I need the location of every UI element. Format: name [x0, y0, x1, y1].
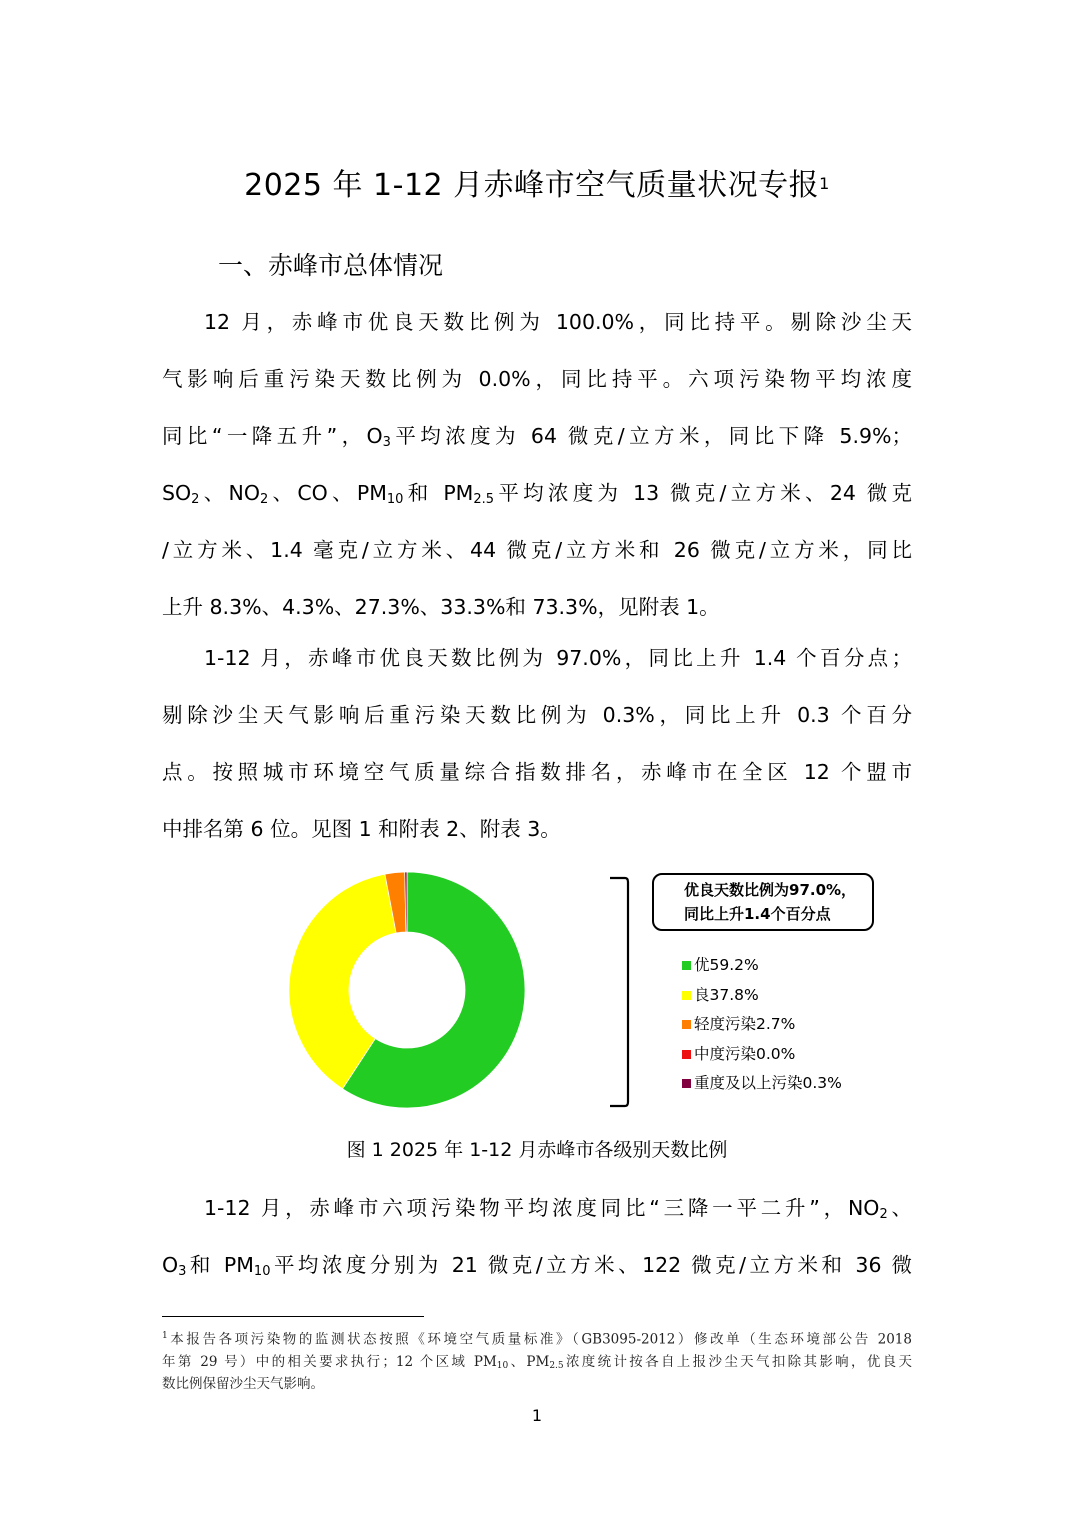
legend-swatch: [682, 961, 691, 970]
figure-caption: 图 1 2025 年 1-12 月赤峰市各级别天数比例: [346, 1139, 728, 1161]
legend-item-moderate: 中度污染0.0%: [682, 1040, 842, 1070]
footnote-reference: 1: [819, 174, 830, 193]
legend-item-light: 轻度污染2.7%: [682, 1010, 842, 1040]
paragraph-december: [162, 294, 912, 636]
bracket: [610, 878, 628, 1106]
legend-swatch: [682, 1020, 691, 1029]
footnote-line: $^1$本报告各项污染物的监测状态按照《环境空气质量标准》（GB3095-2012）修改单（生态环境部公告 2018: [162, 1331, 912, 1348]
legend-item-excellent: 优59.2%: [682, 951, 842, 981]
text-line: $SO_2$、$NO_2$、CO、$PM_{10}$和 $PM_{2.5}$平均浓度为 13 微克/立方米、24 微克: [162, 481, 912, 507]
text-line: $O_3$和 $PM_{10}$平均浓度分别为 21 微克/立方米、122 微克/立方米和 36 微: [162, 1253, 912, 1279]
legend-item-good: 良37.8%: [682, 981, 842, 1011]
legend-swatch: [682, 991, 691, 1000]
text-line: 点。按照城市环境空气质量综合指数排名，赤峰市在全区 12 个盟市: [162, 760, 912, 784]
text-line: 同比“一降五升”，$O_3$平均浓度为 64 微克/立方米，同比下降 5.9%；: [162, 424, 912, 450]
text-line: 12 月，赤峰市优良天数比例为 100.0%，同比持平。剔除沙尘天: [204, 310, 912, 334]
text-line: 中排名第 6 位。见图 1 和附表 2、附表 3。: [162, 817, 561, 841]
text-line: /立方米、1.4 毫克/立方米、44 微克/立方米和 26 微克/立方米，同比: [162, 538, 912, 562]
chart-legend: [682, 951, 842, 1099]
report-title: 2025 年 1-12 月赤峰市空气质量状况专报$^1$: [244, 168, 830, 203]
callout-line: 优良天数比例为97.0%，: [684, 881, 857, 899]
paragraph-pollutants: [162, 1180, 912, 1294]
paragraph-annual: [162, 630, 912, 858]
text-line: 上升 8.3%、4.3%、27.3%、33.3%和 73.3%，见附表 1。: [162, 595, 720, 619]
callout-line: 同比上升1.4个百分点: [684, 905, 831, 923]
callout-box: [652, 873, 874, 931]
text-line: 1-12 月，赤峰市优良天数比例为 97.0%，同比上升 1.4 个百分点；: [204, 646, 912, 670]
text-line: 气影响后重污染天数比例为 0.0%，同比持平。六项污染物平均浓度: [162, 367, 912, 391]
legend-swatch: [682, 1079, 691, 1088]
footnote-line: 数比例保留沙尘天气影响。: [162, 1375, 324, 1392]
footnote-line: 年第 29 号）中的相关要求执行；12 个区域 PM10、PM2.5浓度统计按各自上报沙尘天气扣除其影响，优良天: [162, 1353, 912, 1371]
text-line: 剔除沙尘天气影响后重污染天数比例为 0.3%，同比上升 0.3 个百分: [162, 703, 912, 727]
text-line: 1-12 月，赤峰市六项污染物平均浓度同比“三降一平二升”，$NO_2$、: [204, 1196, 912, 1222]
page-number: 1: [531, 1406, 543, 1425]
legend-item-severe: 重度及以上污染0.3%: [682, 1069, 842, 1099]
legend-swatch: [682, 1050, 691, 1059]
footnote: [162, 1325, 912, 1395]
donut-chart: [270, 860, 650, 1120]
section-heading: 一、赤峰市总体情况: [218, 251, 444, 280]
footnote-separator: [162, 1316, 424, 1317]
